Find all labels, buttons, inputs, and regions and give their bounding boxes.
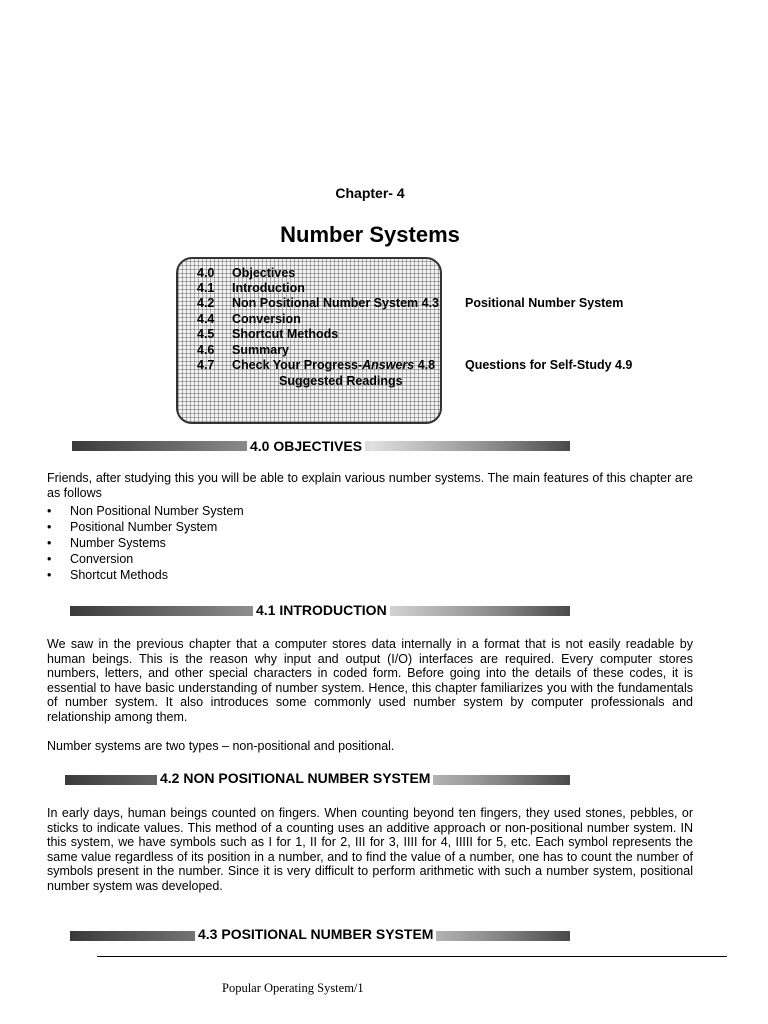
toc-label: Check Your Progress-Answers 4.8 [232, 358, 436, 372]
toc-number: 4.2 [197, 296, 215, 310]
toc-label: Shortcut Methods [232, 327, 339, 341]
section-heading-positional: 4.3 POSITIONAL NUMBER SYSTEM [195, 925, 436, 943]
list-item: • Conversion [47, 551, 693, 567]
objectives-list [47, 503, 693, 583]
list-item: • Shortcut Methods [47, 567, 693, 583]
toc-number: 4.6 [197, 343, 215, 357]
section-heading-non-positional: 4.2 NON POSITIONAL NUMBER SYSTEM [157, 769, 433, 787]
footer-rule [97, 956, 727, 957]
toc-number: 4.5 [197, 327, 215, 341]
list-item: • Positional Number System [47, 519, 693, 535]
objectives-intro: Friends, after studying this you will be able to explain various number systems. The main features of this chapter are as follows [47, 471, 693, 500]
toc-number: 4.4 [197, 312, 215, 326]
toc-label: Conversion [232, 312, 301, 326]
toc-label: Introduction [232, 281, 305, 295]
section-heading-objectives: 4.0 OBJECTIVES [247, 437, 365, 455]
toc-right-label: Questions for Self-Study 4.9 [465, 358, 633, 372]
list-item: • Non Positional Number System [47, 503, 693, 519]
toc-number: 4.0 [197, 266, 215, 280]
toc-label: Non Positional Number System 4.3 [232, 296, 439, 310]
non-positional-paragraph: In early days, human beings counted on fingers. When counting beyond ten fingers, they used stones, pebbles, or sticks to indicate values. This method of a counting uses an additive approach or non-positional number system. IN this system, we have symbols such as I for 1, II for 2, III for 3, IIII for 4, IIIII for 5, etc. Each symbol represents the same value regardless of its position in a number, and to find the value of a number, one has to count the number of symbols present in the number. Since it is very difficult to perform arithmetic with such a number system, positional number system was developed. [47, 806, 693, 893]
introduction-paragraph: We saw in the previous chapter that a computer stores data internally in a format that is not easily readable by human beings. This is the reason why input and output (I/O) interfaces are required. Every computer stores numbers, letters, and other special characters in coded form. Before going into the details of these codes, it is essential to have basic understanding of number system. Hence, this chapter familiarizes you with the fundamentals of number system. It also introduces some commonly used number system by computer professionals and relationship among them. [47, 637, 693, 724]
toc-number: 4.1 [197, 281, 215, 295]
toc-emphasis: Answers [362, 358, 415, 372]
introduction-paragraph-2: Number systems are two types – non-positional and positional. [47, 739, 395, 753]
chapter-label: Chapter- 4 [335, 185, 405, 201]
toc-label: Summary [232, 343, 289, 357]
toc-continuation: Suggested Readings [279, 374, 403, 388]
section-heading-introduction: 4.1 INTRODUCTION [253, 601, 390, 619]
toc-label: Objectives [232, 266, 296, 280]
page-title: Number Systems [280, 222, 460, 247]
page-footer: Popular Operating System/1 [222, 981, 364, 995]
list-item: • Number Systems [47, 535, 693, 551]
toc-right-label: Positional Number System [465, 296, 624, 310]
toc-number: 4.7 [197, 358, 215, 372]
